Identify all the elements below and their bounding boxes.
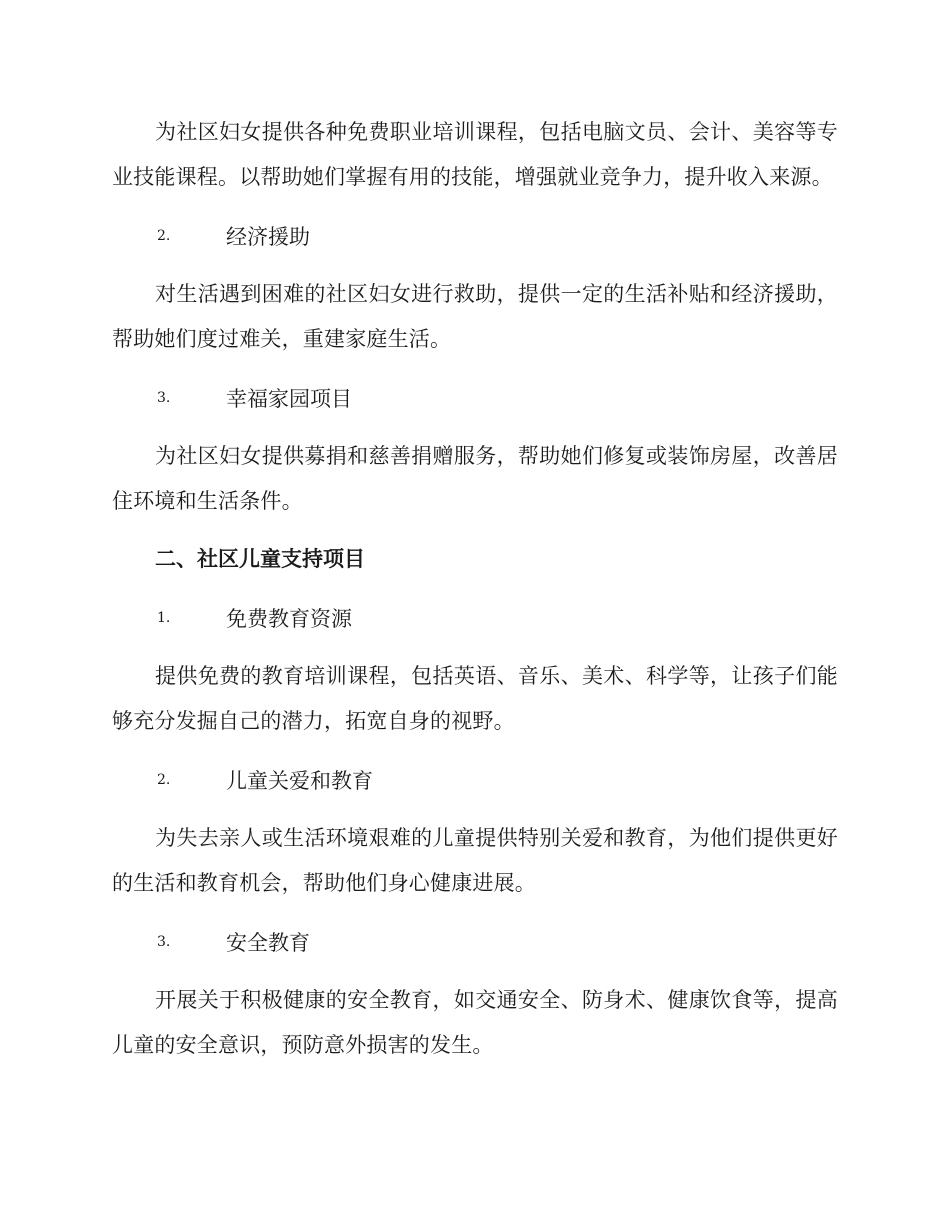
paragraph-happy-home: 为社区妇女提供募捐和慈善捐赠服务，帮助她们修复或装饰房屋，改善居住环境和生活条件。 <box>112 444 838 513</box>
list-number: 3. <box>157 389 171 406</box>
list-number: 2. <box>157 771 171 788</box>
list-item-label: 经济援助 <box>226 224 310 249</box>
list-item-free-education <box>112 595 838 640</box>
document-body <box>112 110 838 1068</box>
list-number: 3. <box>157 933 171 950</box>
list-item-happy-home <box>112 375 838 420</box>
paragraph-child-care: 为失去亲人或生活环境艰难的儿童提供特别关爱和教育，为他们提供更好的生活和教育机会，帮助他们身心健康进展。 <box>112 826 838 895</box>
list-item-label: 免费教育资源 <box>226 606 352 631</box>
list-item-safety-education <box>112 919 838 964</box>
list-number: 1. <box>157 609 171 626</box>
list-item-label: 幸福家园项目 <box>226 386 352 411</box>
list-item-label: 安全教育 <box>226 930 310 955</box>
list-item-economic-aid <box>112 213 838 258</box>
paragraph-safety-education: 开展关于积极健康的安全教育，如交通安全、防身术、健康饮食等，提高儿童的安全意识，预防意外损害的发生。 <box>112 988 838 1057</box>
section-heading-children-support: 二、社区儿童支持项目 <box>155 547 365 571</box>
paragraph-women-vocational-training: 为社区妇女提供各种免费职业培训课程，包括电脑文员、会计、美容等专业技能课程。以帮助她们掌握有用的技能，增强就业竞争力，提升收入来源。 <box>112 120 838 189</box>
paragraph-economic-aid: 对生活遇到困难的社区妇女进行救助，提供一定的生活补贴和经济援助，帮助她们度过难关，重建家庭生活。 <box>112 282 838 351</box>
list-number: 2. <box>157 227 171 244</box>
paragraph-free-education: 提供免费的教育培训课程，包括英语、音乐、美术、科学等，让孩子们能够充分发掘自己的潜力，拓宽自身的视野。 <box>112 664 838 733</box>
list-item-child-care <box>112 757 838 802</box>
list-item-label: 儿童关爱和教育 <box>226 768 373 793</box>
